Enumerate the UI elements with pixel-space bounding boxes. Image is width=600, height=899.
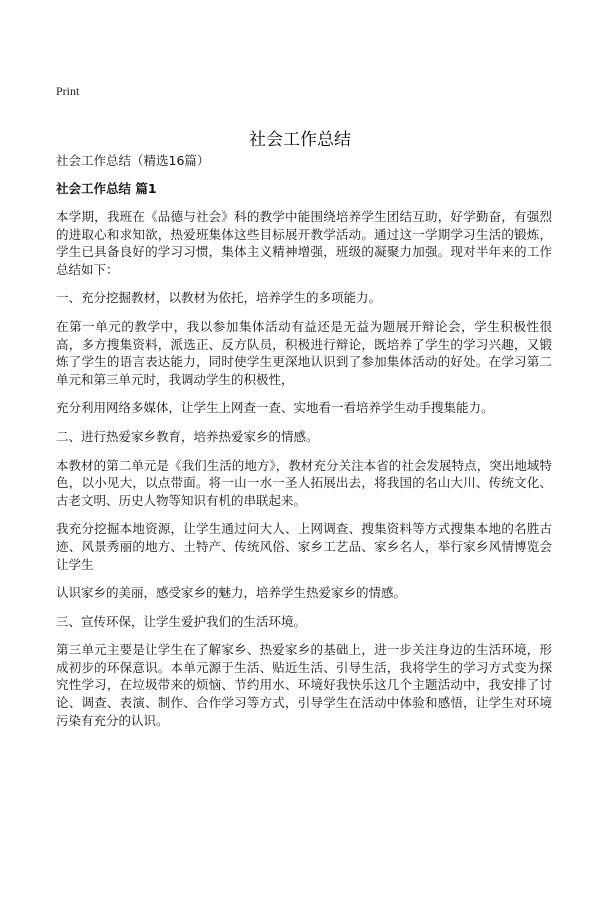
point-two-heading: 二、进行热爱家乡教育，培养热爱家乡的情感。 (56, 428, 319, 444)
network-paragraph: 充分利用网络多媒体，让学生上网查一查、实地看一看培养学生动手搜集能力。 (56, 400, 494, 416)
point-one-heading: 一、充分挖掘教材，以教材为依托，培养学生的多项能力。 (56, 290, 382, 306)
point-three-heading: 三、宣传环保，让学生爱护我们的生活环境。 (56, 613, 307, 629)
local-resources-paragraph: 我充分挖掘本地资源，让学生通过问大人、上网调查、搜集资料等方式搜集本地的名胜古迹、风景秀丽的地方、土特产、传统风俗、家乡工艺品、家乡名人，举行家乡风情博览会让学生 (56, 521, 552, 572)
print-label: Print (56, 84, 80, 98)
unit-two-paragraph: 本教材的第二单元是《我们生活的地方》，教材充分关注本省的社会发展特点，突出地域特色，以小见大，以点带面。将一山一水一圣人拓展出去，将我国的名山大川、传统文化、古老文明、历史人物等知识有机的串联起来。 (56, 457, 552, 508)
intro-paragraph: 本学期，我班在《品德与社会》科的教学中能围绕培养学生团结互助，好学勤奋，有强烈的进取心和求知欲，热爱班集体这些目标展开教学活动。通过这一学期学习生活的锻炼，学生已具备良好的学习习惯，集体主义精神增强，班级的凝聚力加强。现对半年来的工作总结如下： (56, 209, 552, 277)
unit-one-paragraph: 在第一单元的教学中，我以参加集体活动有益还是无益为题展开辩论会，学生积极性很高，多方搜集资料，派选正、反方队员，积极进行辩论，既培养了学生的学习兴趣，又锻炼了学生的语言表达能力，同时使学生更深地认识到了参加集体活动的好处。在学习第二单元和第三单元时，我调动学生的积极性， (56, 318, 552, 387)
document-title: 社会工作总结 (249, 130, 351, 151)
section-heading: 社会工作总结 篇1 (56, 181, 157, 196)
hometown-paragraph: 认识家乡的美丽，感受家乡的魅力，培养学生热爱家乡的情感。 (56, 585, 407, 601)
unit-three-paragraph: 第三单元主要是让学生在了解家乡、热爱家乡的基础上，进一步关注身边的生活环境，形成初步的环保意识。本单元源于生活、贴近生活、引导生活，我将学生的学习方式变为探究性学习，在垃圾带来的烦恼、节约用水、环境好我快乐这几个主题活动中，我安排了讨论、调查、表演、制作、合作学习等方式，引导学生在活动中体验和感悟，让学生对环境污染有充分的认识。 (56, 642, 552, 728)
document-body (56, 152, 552, 740)
document-subtitle: 社会工作总结（精选16篇） (56, 153, 210, 168)
